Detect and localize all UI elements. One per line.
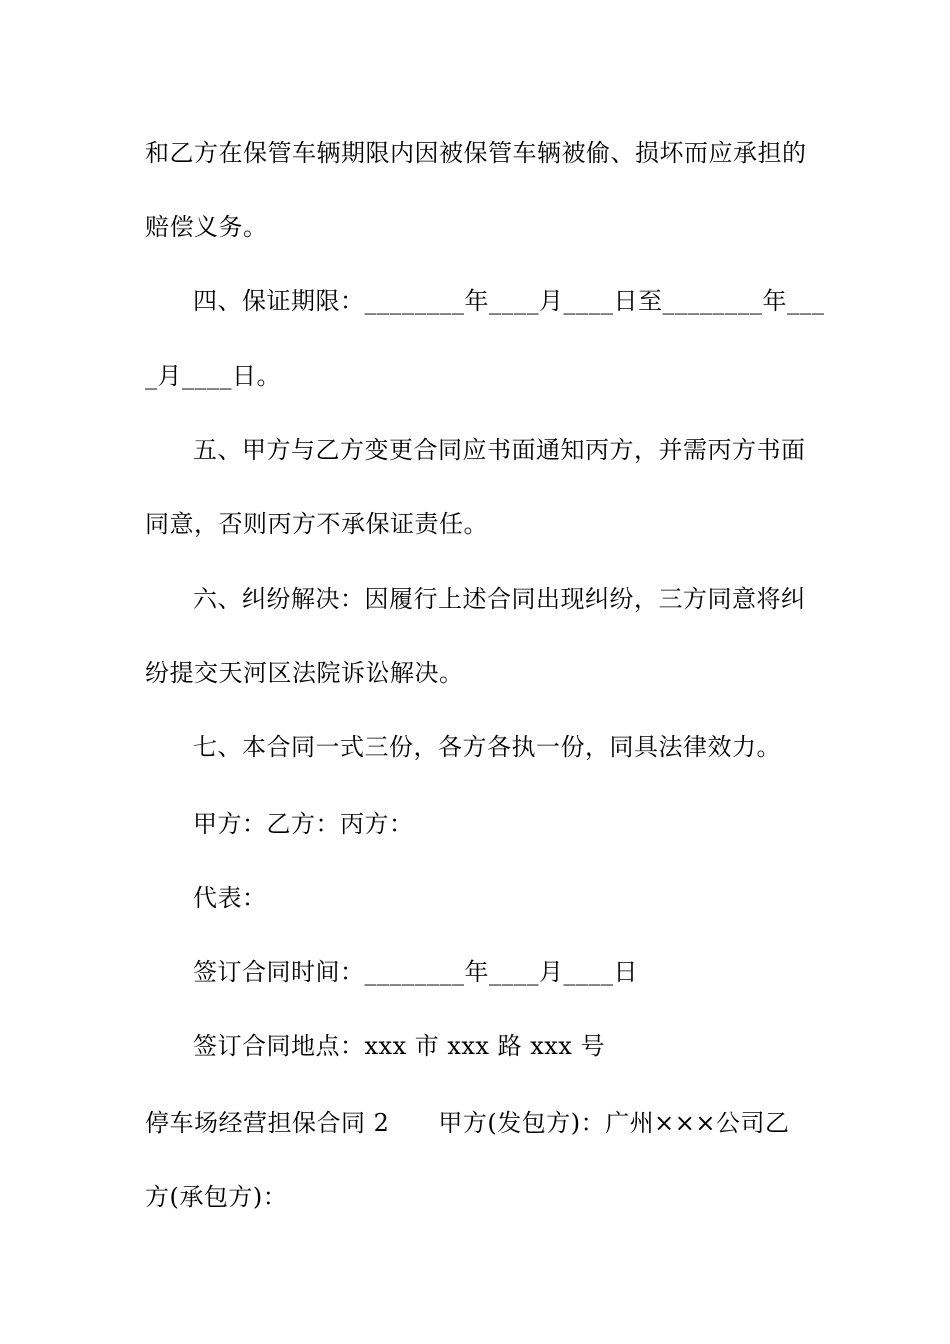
signing-date-line: 签订合同时间：________年____月____日 [193,958,638,986]
paragraph-line: 赔偿义务。 [145,213,268,241]
clause-seven-line: 七、本合同一式三份，各方各执一份，同具法律效力。 [193,733,781,761]
contract-two-heading-line: 停车场经营担保合同 2 甲方(发包方)：广州×××公司乙 [145,1109,790,1137]
parties-line: 甲方：乙方：丙方： [193,810,414,838]
paragraph-line: 纷提交天河区法院诉讼解决。 [145,659,464,687]
paragraph-line: _月____日。 [145,362,281,390]
paragraph-line: 同意，否则丙方不承保证责任。 [145,510,488,538]
clause-six-line: 六、纠纷解决：因履行上述合同出现纠纷，三方同意将纠 [193,585,806,613]
signing-place-line: 签订合同地点：xxx 市 xxx 路 xxx 号 [193,1032,605,1060]
representative-line: 代表： [193,884,267,912]
paragraph-line: 和乙方在保管车辆期限内因被保管车辆被偷、损坏而应承担的 [145,139,807,167]
paragraph-line: 方(承包方)： [145,1183,288,1211]
clause-four-line: 四、保证期限：________年____月____日至________年___ [193,287,825,315]
clause-five-line: 五、甲方与乙方变更合同应书面通知丙方，并需丙方书面 [193,436,806,464]
